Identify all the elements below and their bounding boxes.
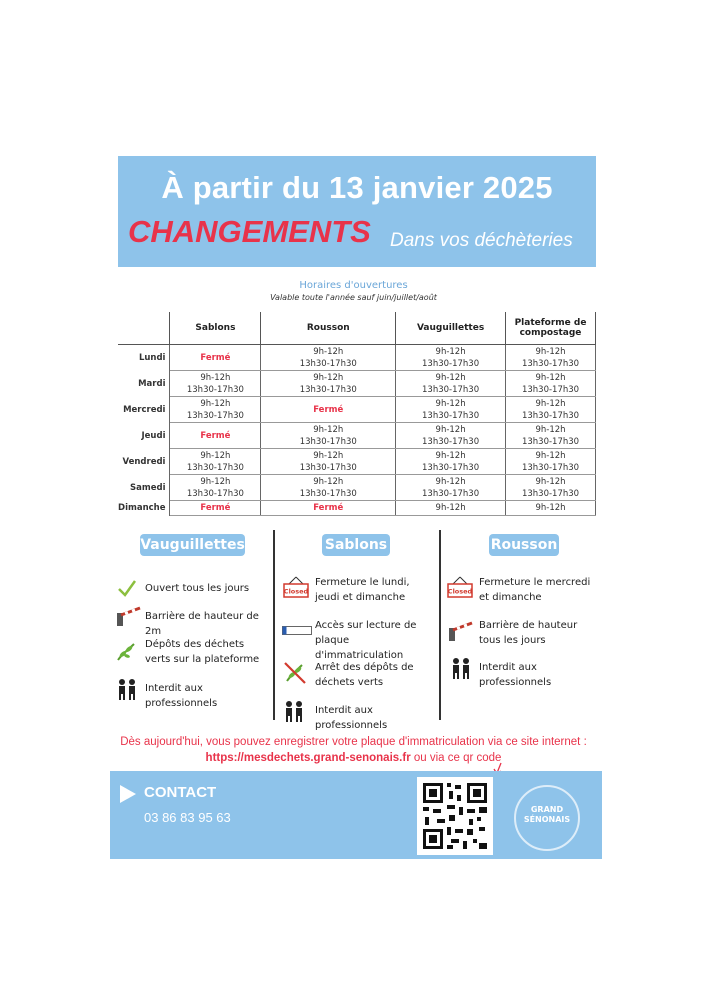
schedule-cell xyxy=(506,371,596,397)
header-title: À partir du 13 janvier 2025 xyxy=(161,170,553,205)
barrier-icon xyxy=(447,618,473,642)
schedule-cell-line: 9h-12h xyxy=(435,424,466,435)
schedule-cell-line: 9h-12h xyxy=(535,398,566,409)
table-row xyxy=(118,423,596,449)
table-row xyxy=(118,345,596,371)
schedule-cell xyxy=(396,423,506,449)
schedule-cell xyxy=(170,423,261,449)
schedule-cell-line: 13h30-17h30 xyxy=(299,384,357,395)
schedule-cell-line: 13h30-17h30 xyxy=(422,384,480,395)
license-plate-icon xyxy=(282,626,312,636)
contact-phone[interactable]: 03 86 83 95 63 xyxy=(144,810,231,825)
schedule-cell-line: 9h-12h xyxy=(200,450,231,461)
vauguillettes-heading: Vauguillettes xyxy=(140,534,245,556)
row-day-label: Mercredi xyxy=(118,397,170,423)
header-changes: CHANGEMENTS xyxy=(128,214,371,249)
schedule-cell-line: 13h30-17h30 xyxy=(299,488,357,499)
hours-title: Horaires d'ouvertures xyxy=(299,280,408,291)
table-row xyxy=(118,449,596,475)
schedule-cell xyxy=(170,501,261,516)
row-day-label: Lundi xyxy=(118,345,170,371)
qr-code[interactable] xyxy=(417,777,493,855)
schedule-cell-line: Fermé xyxy=(200,352,231,363)
schedule-cell-line: 13h30-17h30 xyxy=(422,410,480,421)
schedule-cell xyxy=(396,345,506,371)
header-subtitle: Dans vos déchèteries xyxy=(390,230,573,251)
footer-url-link[interactable]: https://mesdechets.grand-senonais.fr xyxy=(205,752,411,764)
schedule-cell-line: 9h-12h xyxy=(435,476,466,487)
schedule-cell xyxy=(261,345,396,371)
footer-line1: Dès aujourd'hui, vous pouvez enregistrer votre plaque d'immatriculation via ce site internet : xyxy=(120,736,587,748)
vauguillettes-item-green: Dépôts des déchets verts sur la plateforme xyxy=(145,639,260,665)
sablons-item-no-green: Arrêt des dépôts de déchets verts xyxy=(315,662,414,688)
schedule-cell-line: 13h30-17h30 xyxy=(186,488,244,499)
schedule-cell-line: 9h-12h xyxy=(435,450,466,461)
schedule-cell-line: 13h30-17h30 xyxy=(299,462,357,473)
logo-line1: GRAND xyxy=(530,805,564,814)
table-row xyxy=(118,371,596,397)
schedule-cell-line: 9h-12h xyxy=(200,476,231,487)
schedule-cell-line: Fermé xyxy=(200,503,231,513)
schedule-cell-line: 9h-12h xyxy=(313,424,344,435)
schedule-body xyxy=(118,345,596,516)
no-professionals-icon xyxy=(116,678,138,700)
schedule-cell xyxy=(396,397,506,423)
schedule-cell xyxy=(170,345,261,371)
hours-note: Valable toute l'année sauf juin/juillet/août xyxy=(270,293,437,302)
table-corner xyxy=(118,312,170,345)
schedule-cell-line: 9h-12h xyxy=(535,346,566,357)
schedule-cell xyxy=(170,371,261,397)
schedule-cell-line: 13h30-17h30 xyxy=(521,384,580,395)
schedule-cell xyxy=(506,501,596,516)
closed-sign-icon xyxy=(283,576,309,598)
contact-banner xyxy=(110,771,602,859)
schedule-cell-line: 13h30-17h30 xyxy=(422,436,480,447)
schedule-cell-line: 9h-12h xyxy=(313,476,344,487)
schedule-cell xyxy=(506,423,596,449)
schedule-cell-line: 13h30-17h30 xyxy=(299,436,357,447)
no-professionals-icon xyxy=(450,657,472,679)
col-header-vauguillettes: Vauguillettes xyxy=(396,312,506,345)
schedule-cell-line: 9h-12h xyxy=(435,398,466,409)
schedule-cell-line: 13h30-17h30 xyxy=(299,358,357,369)
schedule-cell-line: 9h-12h xyxy=(435,346,466,357)
col-header-sablons: Sablons xyxy=(170,312,261,345)
schedule-cell-line: 13h30-17h30 xyxy=(186,410,244,421)
schedule-cell-line: 9h-12h xyxy=(435,503,466,513)
closed-sign-text: Closed xyxy=(447,587,473,596)
schedule-cell-line: 9h-12h xyxy=(535,503,566,513)
schedule-cell xyxy=(396,371,506,397)
schedule-cell xyxy=(261,423,396,449)
schedule-cell xyxy=(170,449,261,475)
schedule-cell xyxy=(396,475,506,501)
table-row xyxy=(118,475,596,501)
sablons-item-pro: Interdit aux professionnels xyxy=(315,705,388,731)
schedule-cell-line: 9h-12h xyxy=(313,450,344,461)
schedule-cell xyxy=(261,475,396,501)
schedule-cell-line: 13h30-17h30 xyxy=(521,436,580,447)
logo-line2: SÉNONAIS xyxy=(523,815,571,824)
table-row xyxy=(118,501,596,516)
vauguillettes-item-pro: Interdit aux professionnels xyxy=(145,683,218,709)
schedule-cell xyxy=(170,397,261,423)
sablons-item-plate: Accès sur lecture de plaque d'immatriculation xyxy=(315,620,417,661)
column-divider xyxy=(273,530,275,720)
schedule-cell-line: Fermé xyxy=(313,404,344,415)
row-day-label: Jeudi xyxy=(118,423,170,449)
schedule-cell-line: Fermé xyxy=(200,430,231,441)
footer-line2-suffix: ou via ce qr code xyxy=(410,752,502,764)
schedule-cell xyxy=(396,449,506,475)
qr-code-icon xyxy=(417,777,493,855)
barrier-icon xyxy=(115,603,141,627)
schedule-cell xyxy=(261,501,396,516)
schedule-cell-line: 13h30-17h30 xyxy=(521,462,580,473)
no-professionals-icon xyxy=(283,700,305,722)
schedule-cell-line: 13h30-17h30 xyxy=(422,462,480,473)
schedule-cell-line: 9h-12h xyxy=(535,450,566,461)
rousson-item-barrier: Barrière de hauteur tous les jours xyxy=(479,620,578,646)
rousson-heading: Rousson xyxy=(489,534,559,556)
schedule-cell xyxy=(396,501,506,516)
col-header-compost: Plateforme de compostage xyxy=(506,312,596,345)
schedule-cell xyxy=(261,449,396,475)
closed-sign-icon xyxy=(447,576,473,598)
vauguillettes-item-barrier: Barrière de hauteur de 2m xyxy=(145,611,259,637)
row-day-label: Vendredi xyxy=(118,449,170,475)
col-header-rousson: Rousson xyxy=(261,312,396,345)
schedule-table xyxy=(118,312,596,516)
schedule-cell xyxy=(506,345,596,371)
schedule-cell-line: Fermé xyxy=(313,503,344,513)
column-divider xyxy=(439,530,441,720)
schedule-cell-line: 9h-12h xyxy=(313,372,344,383)
footer-line2 xyxy=(0,752,707,764)
contact-label: CONTACT xyxy=(144,784,217,801)
table-row xyxy=(118,397,596,423)
schedule-cell xyxy=(506,475,596,501)
row-day-label: Mardi xyxy=(118,371,170,397)
schedule-cell-line: 13h30-17h30 xyxy=(422,488,480,499)
schedule-cell xyxy=(261,371,396,397)
vauguillettes-item-open: Ouvert tous les jours xyxy=(145,583,250,594)
schedule-cell-line: 9h-12h xyxy=(535,372,566,383)
schedule-cell-line: 9h-12h xyxy=(535,424,566,435)
schedule-cell-line: 9h-12h xyxy=(313,346,344,357)
schedule-cell-line: 9h-12h xyxy=(200,372,231,383)
schedule-cell xyxy=(506,449,596,475)
schedule-cell xyxy=(170,475,261,501)
schedule-cell-line: 9h-12h xyxy=(200,398,231,409)
schedule-cell-line: 13h30-17h30 xyxy=(422,358,480,369)
sablons-item-closed: Fermeture le lundi, jeudi et dimanche xyxy=(315,577,410,603)
schedule-cell xyxy=(506,397,596,423)
checkmark-icon xyxy=(117,578,137,598)
green-waste-icon xyxy=(114,640,138,664)
schedule-cell-line: 13h30-17h30 xyxy=(521,410,580,421)
row-day-label: Dimanche xyxy=(118,501,170,516)
no-green-waste-icon xyxy=(282,660,308,686)
rousson-item-closed: Fermeture le mercredi et dimanche xyxy=(479,577,591,603)
schedule-cell-line: 13h30-17h30 xyxy=(521,358,580,369)
sablons-heading: Sablons xyxy=(322,534,390,556)
header-banner xyxy=(118,156,596,267)
schedule-cell-line: 13h30-17h30 xyxy=(186,384,244,395)
row-day-label: Samedi xyxy=(118,475,170,501)
schedule-cell xyxy=(261,397,396,423)
schedule-cell-line: 13h30-17h30 xyxy=(521,488,580,499)
grand-senonais-logo xyxy=(514,785,580,851)
rousson-item-pro: Interdit aux professionnels xyxy=(479,662,552,688)
schedule-cell-line: 9h-12h xyxy=(535,476,566,487)
schedule-cell-line: 13h30-17h30 xyxy=(186,462,244,473)
play-arrow-icon xyxy=(119,784,137,804)
closed-sign-text: Closed xyxy=(283,587,309,596)
schedule-cell-line: 9h-12h xyxy=(435,372,466,383)
